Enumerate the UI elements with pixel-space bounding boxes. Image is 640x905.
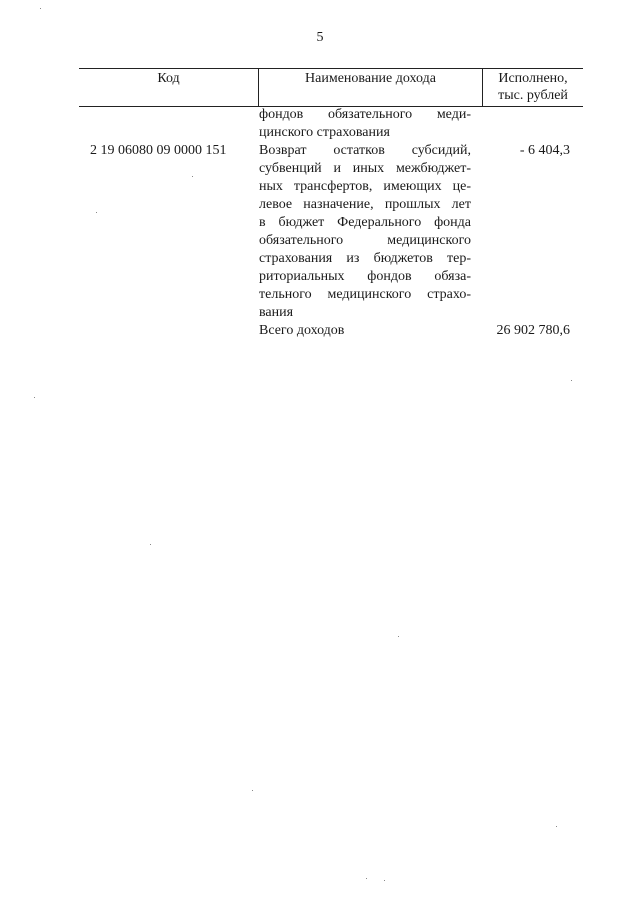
scan-speck <box>192 176 193 177</box>
scan-speck <box>384 880 385 881</box>
header-amount-line2: тыс. рублей <box>498 88 568 103</box>
total-amount: 26 902 780,6 <box>496 323 570 338</box>
name-line: страхования из бюджетов тер- <box>259 251 471 266</box>
total-label: Всего доходов <box>259 323 345 338</box>
name-line: риториальных фондов обяза- <box>259 269 471 284</box>
table-header <box>79 68 583 107</box>
name-line: вания <box>259 305 294 320</box>
scan-speck <box>571 380 572 381</box>
header-name <box>258 69 483 106</box>
scan-speck <box>398 636 399 637</box>
header-code <box>79 69 258 106</box>
name-line: обязательного медицинского <box>259 233 471 248</box>
row-code: 2 19 06080 09 0000 151 <box>90 143 227 158</box>
name-line: тельного медицинского страхо- <box>259 287 471 302</box>
page-number: 5 <box>316 30 324 45</box>
scan-speck <box>556 826 557 827</box>
header-amount <box>483 69 583 106</box>
header-code-label: Код <box>157 71 180 86</box>
name-line: в бюджет Федерального фонда <box>259 215 471 230</box>
scan-speck <box>366 878 367 879</box>
row-amount: - 6 404,3 <box>519 143 570 158</box>
header-name-label: Наименование дохода <box>305 71 436 86</box>
continuation-name <box>259 106 471 142</box>
scan-speck <box>252 790 253 791</box>
name-line: левое назначение, прошлых лет <box>259 197 471 212</box>
name-line: Возврат остатков субсидий, <box>259 143 471 158</box>
name-line: фондов обязательного меди- <box>259 107 471 122</box>
scan-speck <box>96 212 97 213</box>
row-name <box>259 142 471 322</box>
header-amount-line1: Исполнено, <box>498 71 568 86</box>
scan-speck <box>34 397 35 398</box>
scan-speck <box>150 544 151 545</box>
name-line: ных трансфертов, имеющих це- <box>259 179 471 194</box>
scan-speck <box>40 8 41 9</box>
name-line: субвенций и иных межбюджет- <box>259 161 471 176</box>
name-line: цинского страхования <box>259 125 390 140</box>
